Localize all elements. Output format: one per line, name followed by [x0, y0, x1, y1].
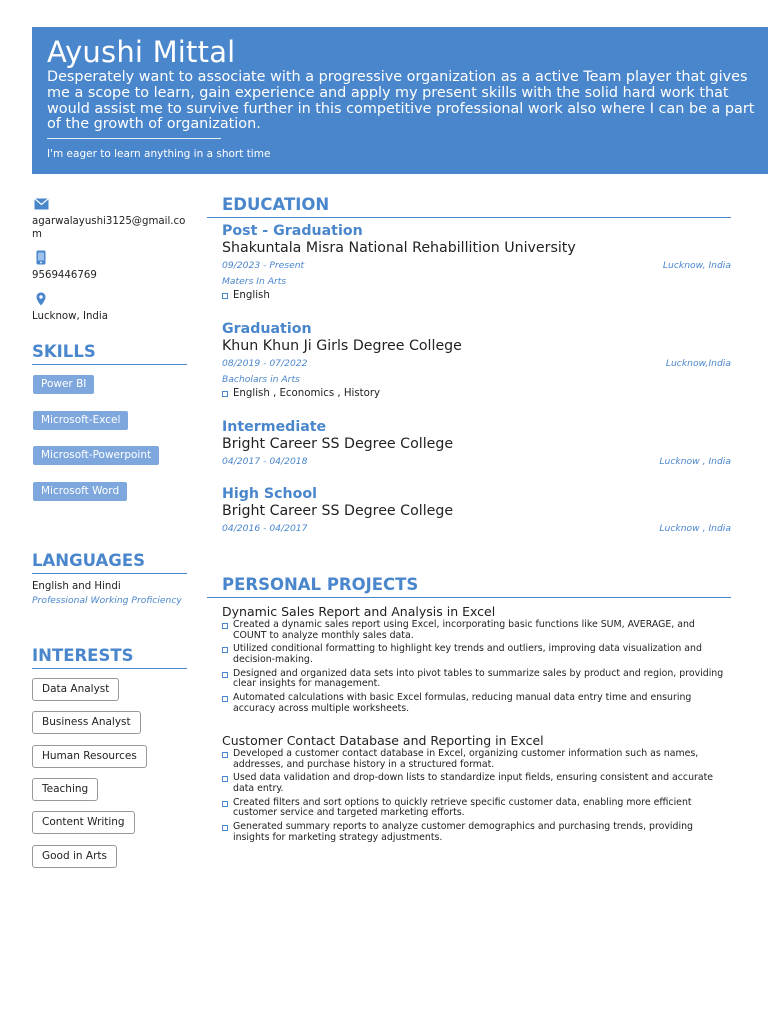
- interest-tag: Data Analyst: [32, 678, 119, 701]
- location-text: Lucknow, India: [32, 311, 108, 322]
- school-name: Bright Career SS Degree College: [222, 436, 454, 452]
- degree-title: High School: [222, 486, 318, 502]
- language-name: English and Hindi: [32, 581, 121, 592]
- skill-badge: Microsoft-Powerpoint: [33, 446, 159, 465]
- project-bullet: Utilized conditional formatting to highlight key trends and outliers, improving data visualization and decision-making.: [222, 644, 731, 665]
- project-bullet: Created a dynamic sales report using Excel, incorporating basic functions like SUM, AVERAGE, and COUNT to analyze monthly sales data.: [222, 620, 731, 641]
- project-title: Customer Contact Database and Reporting in Excel: [222, 733, 544, 748]
- education-meta: [222, 357, 731, 370]
- interest-tag: Human Resources: [32, 745, 147, 768]
- education-location: Lucknow , India: [659, 456, 731, 467]
- education-entry: [222, 321, 731, 400]
- mobile-phone-icon: [36, 250, 46, 269]
- project-bullet: Designed and organized data sets into pivot tables to summarize sales by product and region, providing clear insights for management.: [222, 669, 731, 690]
- phone-text: 9569446769: [32, 270, 97, 281]
- project-bullet: Used data validation and drop-down lists to standardize input fields, ensuring consistent and accurate data entry.: [222, 773, 731, 794]
- resume-header: [32, 27, 768, 174]
- education-meta: [222, 455, 731, 468]
- courses-item: English , Economics , History: [222, 388, 731, 400]
- skill-badge: Microsoft-Excel: [33, 411, 128, 430]
- interest-tag: Teaching: [32, 778, 98, 801]
- education-dates: 04/2017 - 04/2018: [222, 456, 308, 467]
- project-entry: [222, 733, 731, 847]
- skill-badge: Microsoft Word: [33, 482, 127, 501]
- school-name: Shakuntala Misra National Rehabillition University: [222, 240, 576, 256]
- education-location: Lucknow, India: [662, 260, 731, 271]
- field-of-study: Maters In Arts: [222, 276, 287, 287]
- degree-title: Post - Graduation: [222, 223, 363, 239]
- projects-section-title: PERSONAL PROJECTS: [207, 575, 731, 598]
- interest-tag: Good in Arts: [32, 845, 117, 868]
- language-proficiency: Professional Working Proficiency: [32, 595, 182, 606]
- project-title: Dynamic Sales Report and Analysis in Excel: [222, 604, 496, 619]
- education-section-title: EDUCATION: [207, 195, 731, 218]
- interest-tag: Business Analyst: [32, 711, 141, 734]
- school-name: Bright Career SS Degree College: [222, 503, 454, 519]
- email-text: agarwalayushi3125@gmail.com: [32, 216, 186, 240]
- candidate-name: Ayushi Mittal: [47, 35, 236, 69]
- education-meta: [222, 259, 731, 272]
- envelope-icon: [34, 195, 49, 214]
- degree-title: Graduation: [222, 321, 312, 337]
- education-entry: [222, 486, 731, 535]
- project-bullet: Created filters and sort options to quickly retrieve specific customer data, enabling more efficient customer service and targeted marketing efforts.: [222, 798, 731, 819]
- education-dates: 08/2019 - 07/2022: [222, 358, 308, 369]
- education-dates: 04/2016 - 04/2017: [222, 523, 308, 534]
- project-bullet: Developed a customer contact database in Excel, organizing customer information such as names, addresses, and purchase history in a structured format.: [222, 749, 731, 770]
- project-bullet: Generated summary reports to analyze customer demographics and purchasing trends, providing insights for marketing strategy adjustments.: [222, 822, 731, 843]
- tagline: I'm eager to learn anything in a short time: [47, 148, 271, 160]
- education-location: Lucknow,India: [665, 358, 731, 369]
- project-bullet: Automated calculations with basic Excel formulas, reducing manual data entry time and ensuring accuracy across multiple worksheets.: [222, 693, 731, 714]
- skills-section-title: SKILLS: [32, 342, 187, 365]
- education-dates: 09/2023 - Present: [222, 260, 305, 271]
- interests-section-title: INTERESTS: [32, 646, 187, 669]
- education-entry: [222, 223, 731, 302]
- project-entry: [222, 604, 731, 718]
- school-name: Khun Khun Ji Girls Degree College: [222, 338, 462, 354]
- courses-item: English: [222, 290, 731, 302]
- interest-tag: Content Writing: [32, 811, 135, 834]
- field-of-study: Bacholars in Arts: [222, 374, 300, 385]
- header-divider: [47, 138, 221, 139]
- education-location: Lucknow , India: [659, 523, 731, 534]
- education-meta: [222, 522, 731, 535]
- degree-title: Intermediate: [222, 419, 327, 435]
- career-objective: Desperately want to associate with a progressive organization as a active Team player that gives me a scope to learn, gain experience and apply my present skills with the solid hard work that would assist me to survive further in this competitive professional work also where I can be a part of the growth of organization.: [47, 69, 755, 133]
- skill-badge: Power BI: [33, 375, 94, 394]
- education-entry: [222, 419, 731, 468]
- languages-section-title: LANGUAGES: [32, 551, 187, 574]
- map-pin-icon: [36, 291, 46, 310]
